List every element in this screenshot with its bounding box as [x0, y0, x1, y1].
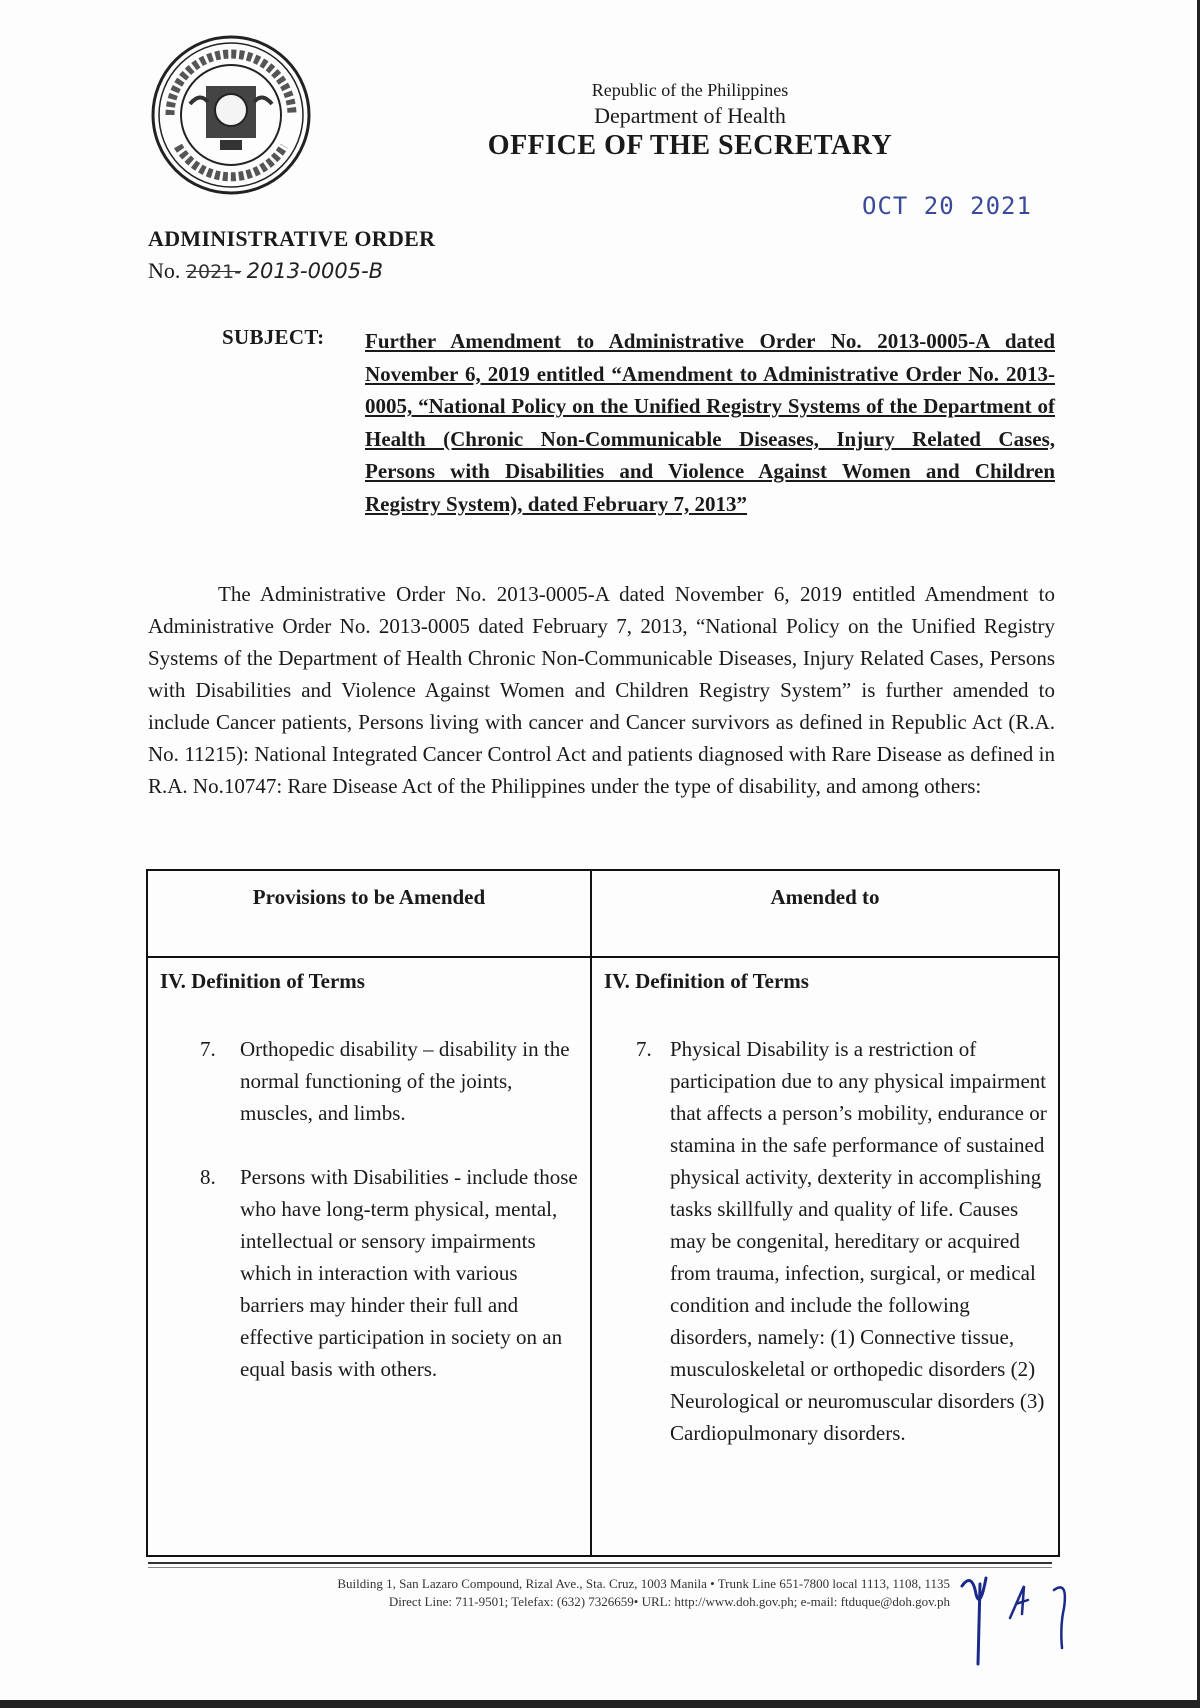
left-section-title: IV. Definition of Terms — [160, 969, 365, 993]
right-item-7 — [636, 1033, 1050, 1449]
footer-address: Building 1, San Lazaro Compound, Rizal Ave., Sta. Cruz, 1003 Manila • Trunk Line 651-7800 local 1113, 1108, 1135 — [337, 1576, 950, 1591]
handwritten-initials-icon — [958, 1564, 1088, 1674]
body-paragraph: The Administrative Order No. 2013-0005-A dated November 6, 2019 entitled Amendment to Administrative Order No. 2013-0005 dated February 7, 2013, “National Policy on the Unified Registry Systems of the Department of Health Chronic Non-Communicable Diseases, Injury Related Cases, Persons with Disabilities and Violence Against Women and Children Registry System” is further amended to include Cancer patients, Persons living with cancer and Cancer survivors as defined in Republic Act (R.A. No. 11215): National Integrated Cancer Control Act and patients diagnosed with Rare Disease as defined in R.A. No.10747: Rare Disease Act of the Philippines under the type of disability, and among others: — [148, 582, 1055, 798]
department-line: Department of Health — [594, 103, 786, 128]
table-column-divider — [590, 871, 592, 1555]
left-item-8-number: 8. — [200, 1165, 216, 1189]
order-number-value: 2013-0005-B — [246, 259, 384, 283]
received-date-stamp: OCT 20 2021 — [862, 192, 1032, 220]
doh-seal-icon — [150, 34, 312, 196]
amendment-table — [146, 869, 1060, 1557]
right-item-7-number: 7. — [636, 1037, 652, 1061]
order-number-label: No. — [148, 258, 181, 283]
table-header-amended: Amended to — [770, 885, 880, 909]
order-title: ADMINISTRATIVE ORDER — [148, 226, 436, 251]
table-header-provisions: Provisions to be Amended — [252, 885, 486, 909]
left-item-7-number: 7. — [200, 1037, 216, 1061]
subject-text: Further Amendment to Administrative Order No. 2013-0005-A dated November 6, 2019 entitled “Amendment to Administrative Order No. 2013-0005, “National Policy on the Unified Registry Systems of the Department of Health (Chronic Non-Communicable Diseases, Injury Related Cases, Persons with Disabilities and Violence Against Women and Children Registry System), dated February 7, 2013” — [365, 329, 1055, 516]
office-title: OFFICE OF THE SECRETARY — [487, 130, 893, 161]
footer-contact: Direct Line: 711-9501; Telefax: (632) 7326659• URL: http://www.doh.gov.ph; e-mail: ftduque@doh.gov.ph — [388, 1594, 950, 1609]
republic-line: Republic of the Philippines — [591, 80, 789, 100]
right-item-7-text: Physical Disability is a restriction of participation due to any physical impairment that affects a person’s mobility, endurance or stamina in the safe performance of sustained physical activity, dexterity in accomplishing tasks skillfully and quality of life. Causes may be congenital, hereditary or acquired from trauma, infection, surgical, or medical condition and include the following disorders, namely: (1) Connective tissue, musculoskeletal or orthopedic disorders (2) Neurological or neuromuscular disorders (3) Cardiopulmonary disorders. — [670, 1037, 1047, 1445]
footer-rule — [148, 1562, 1052, 1564]
footer-rule-thin — [148, 1567, 1052, 1568]
order-number — [148, 258, 383, 284]
left-item-7 — [200, 1033, 580, 1129]
order-number-struck: 2021- — [185, 261, 242, 283]
scan-edge-bottom — [0, 1700, 1200, 1708]
table-header-divider — [148, 956, 1058, 958]
right-section-title: IV. Definition of Terms — [604, 969, 809, 993]
subject-label: SUBJECT: — [222, 325, 325, 349]
left-item-7-text: Orthopedic disability – disability in the normal functioning of the joints, muscles, and limbs. — [240, 1037, 570, 1125]
left-item-8 — [200, 1161, 580, 1385]
left-item-8-text: Persons with Disabilities - include those who have long-term physical, mental, intellectual or sensory impairments which in interaction with various barriers may hinder their full and effective participation in society on an equal basis with others. — [240, 1165, 578, 1381]
